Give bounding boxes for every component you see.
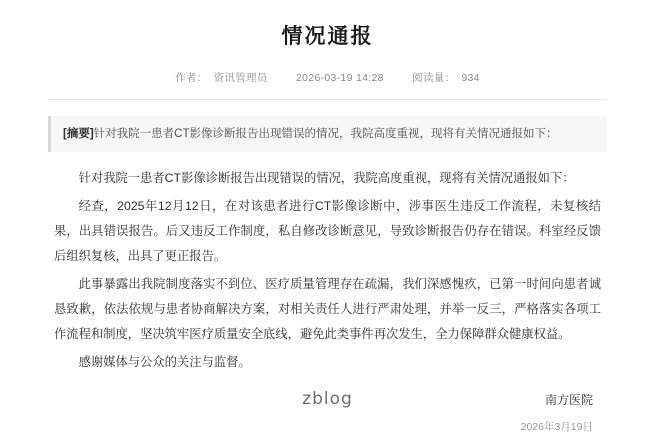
paragraph: 经查，2025年12月12日，在对该患者进行CT影像诊断中，涉事医生违反工作流程，未复核结果，出具错误报告。后又违反工作制度，私自修改诊断意见，导致诊断报告仍存在错误。科室经反馈后组织复核，出具了更正报告。 bbox=[54, 199, 601, 263]
document-content bbox=[20, 0, 635, 433]
article-body bbox=[54, 166, 601, 375]
paragraph: 感谢媒体与公众的关注与监督。 bbox=[78, 355, 251, 369]
author-label: 作者： bbox=[175, 72, 208, 84]
watermark: zblog bbox=[302, 389, 353, 409]
paragraph: 此事暴露出我院制度落实不到位、医疗质量管理存在疏漏，我们深感愧疚，已第一时间向患者诚恳致歉，依法依规与患者协商解决方案，对相关责任人进行严肃处理，并举一反三，严格落实各项工作流程和制度，坚决筑牢医疗质量安全底线，避免此类事件再次发生，全力保障群众健康权益。 bbox=[54, 277, 601, 341]
reads-label: 阅读量： bbox=[412, 72, 456, 84]
page-title: 情况通报 bbox=[281, 25, 374, 48]
summary-box bbox=[48, 116, 607, 152]
page-left-margin bbox=[0, 0, 20, 413]
datetime-value: 2026-03-19 14:28 bbox=[296, 72, 384, 84]
signature-date: 2026年3月19日 bbox=[520, 421, 593, 433]
author-value: 资讯管理员 bbox=[213, 72, 268, 84]
summary-text: 针对我院一患者CT影像诊断报告出现错误的情况，我院高度重视，现将有关情况通报如下： bbox=[93, 128, 558, 140]
paragraph: 针对我院一患者CT影像诊断报告出现错误的情况，我院高度重视，现将有关情况通报如下： bbox=[78, 171, 575, 185]
signature: 南方医院 bbox=[544, 393, 593, 407]
summary-tag: [摘要] bbox=[63, 128, 94, 140]
document-meta bbox=[20, 70, 635, 85]
header-divider bbox=[48, 99, 607, 100]
reads-value: 934 bbox=[461, 72, 480, 84]
